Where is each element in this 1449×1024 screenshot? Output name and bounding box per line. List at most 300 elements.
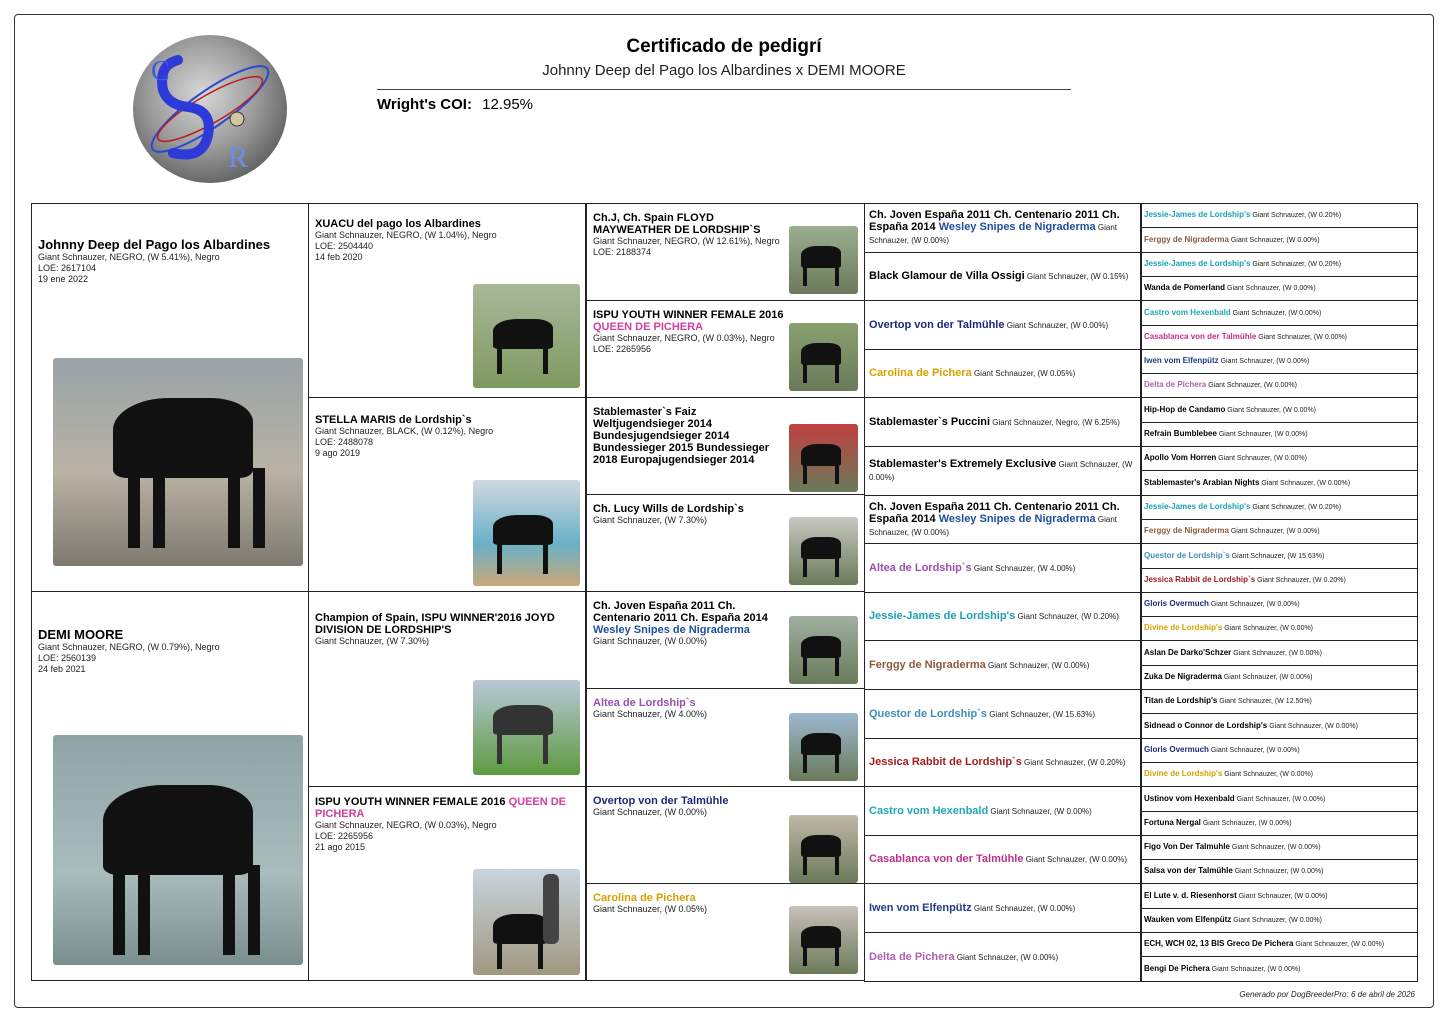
dog-details: Giant Schnauzer, (W 0.00%) bbox=[1267, 722, 1358, 730]
dog-details: Giant Schnauzer, (W 0.20%) bbox=[1021, 758, 1126, 767]
dog-details: Giant Schnauzer, (W 0.00%) bbox=[1259, 479, 1351, 487]
gen5-cell[interactable] bbox=[1140, 859, 1418, 884]
gen5-cell[interactable] bbox=[1140, 616, 1418, 641]
dog-name: Stablemaster`s Faiz Weltjugendsieger 2014 Bundesjugendsieger 2014 Bundessieger 2015 Bundessieger 2018 Europajugendsieger 2014 bbox=[593, 406, 770, 466]
dog-name: Jessie-James de Lordship's bbox=[1144, 259, 1251, 268]
dog-details: Giant Schnauzer, (W 0.00%) bbox=[1209, 965, 1301, 973]
dog-name: Overtop von der Talmühle bbox=[869, 318, 1005, 331]
svg-text:R: R bbox=[228, 141, 249, 174]
gen5-cell[interactable] bbox=[1140, 932, 1418, 957]
certificate-header bbox=[377, 36, 1071, 79]
gen5-cell[interactable] bbox=[1140, 592, 1418, 617]
dog-details: Giant Schnauzer, (W 0.00%) bbox=[593, 807, 708, 817]
dog-details: Giant Schnauzer, (W 0.00%) bbox=[1200, 820, 1292, 827]
dog-name: Stablemaster's Arabian Nights bbox=[1144, 477, 1260, 487]
dog-details: Giant Schnauzer, (W 0.00%) bbox=[1222, 771, 1314, 778]
dog-name: Ch. Joven España 2011 Ch. Centenario 2011 Ch. España 2014 bbox=[869, 500, 1120, 525]
dog-details: Giant Schnauzer, (W 0.00%) bbox=[1228, 236, 1320, 244]
dog-leg bbox=[803, 853, 807, 875]
dog-text bbox=[1141, 793, 1328, 806]
dog-name: QUEEN DE PICHERA bbox=[315, 796, 567, 820]
gen4-cell[interactable] bbox=[864, 640, 1142, 690]
dog-name: Gloris Overmuch bbox=[1144, 599, 1209, 608]
gen4-cell[interactable] bbox=[864, 883, 1142, 933]
dog-name: Delta de Pichera bbox=[1144, 380, 1207, 389]
gen3-cell[interactable] bbox=[586, 786, 865, 884]
gen5-cell[interactable] bbox=[1140, 568, 1418, 593]
dog-text bbox=[865, 270, 1132, 283]
dog-name: Ch.J, Ch. Spain FLOYD MAYWEATHER DE LORDSHIP`S bbox=[593, 212, 761, 236]
dog-text bbox=[1141, 817, 1295, 830]
gen1-sire-cell[interactable] bbox=[31, 203, 309, 592]
dog-name: DEMI MOORE bbox=[38, 627, 124, 642]
gen4-cell[interactable] bbox=[864, 349, 1142, 398]
dog-details: Giant Schnauzer, (W 0.00%) bbox=[1231, 649, 1322, 657]
dog-details: Giant Schnauzer, (W 0.00%) bbox=[971, 903, 1076, 913]
gen3-cell[interactable] bbox=[586, 688, 865, 787]
gen5-cell[interactable] bbox=[1140, 300, 1418, 326]
dog-details: Giant Schnauzer, (W 12.50%) bbox=[1217, 698, 1312, 705]
dog-name: Ferggy de Nigraderma bbox=[1144, 234, 1229, 244]
dog-registration: LOE: 2265956 bbox=[315, 831, 374, 841]
dog-text bbox=[1141, 452, 1310, 465]
dog-details: Giant Schnauzer, (W 0.00%) bbox=[1206, 382, 1297, 389]
dog-text bbox=[865, 805, 1096, 818]
dog-name: Champion of Spain, ISPU WINNER'2016 JOYD DIVISION DE LORDSHIP'S bbox=[315, 612, 555, 636]
dog-text bbox=[1141, 695, 1315, 708]
dog-text bbox=[1141, 914, 1325, 927]
dog-details: Giant Schnauzer, (W 7.30%) bbox=[315, 636, 430, 646]
dog-details: Giant Schnauzer, (W 4.00%) bbox=[971, 563, 1076, 573]
dog-details: Giant Schnauzer, (W 0.00%) bbox=[1236, 892, 1328, 900]
dog-name: Delta de Pichera bbox=[869, 950, 955, 963]
dog-details: Giant Schnauzer, (W 0.00%) bbox=[1221, 674, 1313, 681]
dog-birthdate: 24 feb 2021 bbox=[38, 664, 86, 674]
gen5-cell[interactable] bbox=[1140, 713, 1418, 739]
dog-name-line bbox=[593, 406, 788, 466]
dog-name: Johnny Deep del Pago los Albardines bbox=[38, 237, 271, 252]
dog-name: Ch. Joven España 2011 Ch. Centenario 2011 Ch. España 2014 bbox=[869, 209, 1120, 233]
dog-name-line bbox=[593, 309, 791, 333]
cross-subtitle: Johnny Deep del Pago los Albardines x DEMI MOORE bbox=[542, 62, 906, 79]
gen5-cell[interactable] bbox=[1140, 349, 1418, 374]
gen5-cell[interactable] bbox=[1140, 786, 1418, 812]
dog-name-line bbox=[315, 796, 577, 820]
dog-details: Giant Schnauzer, (W 0.00%) bbox=[1229, 844, 1321, 851]
dog-leg bbox=[835, 462, 839, 484]
dog-registration: LOE: 2188374 bbox=[593, 247, 652, 257]
certificate-title: Certificado de pedigrí bbox=[626, 36, 822, 57]
dog-name: Jessica Rabbit de Lordship`s bbox=[869, 756, 1022, 768]
gen4-cell[interactable] bbox=[864, 835, 1142, 884]
dog-details: Giant Schnauzer, (W 0.00%) bbox=[1232, 868, 1324, 875]
dog-photo bbox=[53, 358, 303, 566]
gen5-cell[interactable] bbox=[1140, 373, 1418, 398]
dog-photo bbox=[789, 226, 858, 294]
dog-name-line bbox=[593, 795, 791, 807]
dog-text bbox=[1141, 501, 1344, 514]
dog-details: Giant Schnauzer, (W 0.00%) bbox=[869, 514, 1117, 537]
dog-details: Giant Schnauzer, (W 0.00%) bbox=[1228, 528, 1320, 535]
dog-name: Gloris Overmuch bbox=[1144, 745, 1209, 754]
gen4-cell[interactable] bbox=[864, 397, 1142, 447]
gen5-cell[interactable] bbox=[1140, 470, 1418, 496]
dog-name: Ustinov vom Hexenbald bbox=[1144, 793, 1235, 803]
footer-generated-by: Generado por DogBreederPro: 6 de abril de 2026 bbox=[1239, 990, 1415, 999]
gen4-cell[interactable] bbox=[864, 495, 1142, 544]
gen3-cell[interactable] bbox=[586, 397, 865, 495]
gen5-cell[interactable] bbox=[1140, 422, 1418, 447]
dog-leg bbox=[803, 555, 807, 577]
dog-text bbox=[593, 309, 791, 354]
dog-leg bbox=[803, 462, 807, 484]
dog-details: Giant Schnauzer, NEGRO, (W 0.03%), Negro bbox=[593, 333, 775, 343]
dog-birthdate: 19 ene 2022 bbox=[38, 274, 89, 284]
gen4-cell[interactable] bbox=[864, 446, 1142, 496]
dog-leg bbox=[803, 751, 807, 773]
gen3-cell[interactable] bbox=[586, 300, 865, 398]
dog-name: Zuka De Nigraderma bbox=[1144, 672, 1222, 681]
dog-name: Stablemaster's Extremely Exclusive bbox=[869, 458, 1057, 470]
dog-details: Giant Schnauzer, (W 0.00%) bbox=[869, 460, 1133, 482]
dog-details: Giant Schnauzer, (W 15.63%) bbox=[986, 709, 1096, 719]
dog-details: Giant Schnauzer, NEGRO, (W 5.41%), Negro bbox=[38, 252, 220, 262]
dog-details: Giant Schnauzer, (W 0.00%) bbox=[1234, 795, 1326, 803]
gen5-cell[interactable] bbox=[1140, 227, 1418, 253]
dog-leg bbox=[835, 751, 839, 773]
dog-name: Castro vom Hexenbald bbox=[1144, 307, 1231, 317]
gen5-cell[interactable] bbox=[1140, 738, 1418, 763]
dog-details: Giant Schnauzer, (W 0.05%) bbox=[593, 904, 708, 914]
dog-details: Giant Schnauzer, (W 0.15%) bbox=[1024, 272, 1129, 281]
dog-photo bbox=[473, 284, 580, 388]
dog-details: Giant Schnauzer, (W 0.00%) bbox=[1256, 334, 1347, 341]
dog-text bbox=[1141, 744, 1303, 757]
dog-text bbox=[865, 659, 1093, 672]
gen5-cell[interactable] bbox=[1140, 446, 1418, 471]
gen5-cell[interactable] bbox=[1140, 519, 1418, 544]
dog-text bbox=[1141, 865, 1326, 878]
gen4-cell[interactable] bbox=[864, 543, 1142, 593]
gen4-cell[interactable] bbox=[864, 300, 1142, 350]
gen5-cell[interactable] bbox=[1140, 956, 1418, 982]
kennel-logo bbox=[133, 35, 287, 183]
gen3-cell[interactable] bbox=[586, 203, 865, 301]
dog-details: Giant Schnauzer, (W 0.00%) bbox=[988, 806, 1092, 816]
dog-name: Wauken vom Elfenpütz bbox=[1144, 915, 1232, 924]
dog-photo bbox=[789, 713, 858, 781]
gen4-cell[interactable] bbox=[864, 932, 1142, 982]
dog-details: Giant Schnauzer, NEGRO, (W 0.03%), Negro bbox=[315, 820, 497, 830]
dog-text bbox=[1141, 622, 1316, 635]
dog-name-line bbox=[593, 600, 791, 636]
dog-text bbox=[1141, 598, 1303, 611]
dog-name-line bbox=[593, 697, 791, 709]
dog-text bbox=[865, 708, 1099, 721]
gen5-cell[interactable] bbox=[1140, 325, 1418, 350]
dog-text bbox=[865, 416, 1124, 429]
gen5-cell[interactable] bbox=[1140, 883, 1418, 909]
dog-name: ECH, WCH 02, 13 BIS Greco De Pichera bbox=[1144, 939, 1294, 948]
dog-photo bbox=[53, 735, 303, 965]
dog-name-highlight: Wesley Snipes de Nigraderma bbox=[938, 221, 1096, 233]
dog-name: Jessica Rabbit de Lordship`s bbox=[1144, 575, 1256, 584]
dog-text bbox=[865, 209, 1141, 247]
dog-details: Giant Schnauzer, (W 0.20%) bbox=[1250, 261, 1342, 268]
dog-name: Refrain Bumblebee bbox=[1144, 429, 1217, 438]
dog-photo bbox=[789, 323, 858, 391]
dog-registration: LOE: 2488078 bbox=[315, 437, 374, 447]
gen5-cell[interactable] bbox=[1140, 811, 1418, 836]
gen3-cell[interactable] bbox=[586, 591, 865, 689]
dog-text bbox=[865, 562, 1079, 575]
dog-name: Salsa von der Talmühle bbox=[1144, 866, 1233, 875]
dog-photo bbox=[789, 815, 858, 883]
dog-details: Giant Schnauzer, (W 0.00%) bbox=[1218, 358, 1310, 365]
dog-registration: LOE: 2617104 bbox=[38, 263, 97, 273]
dog-name: Jessie-James de Lordship's bbox=[1144, 502, 1251, 511]
dog-name: Ferggy de Nigraderma bbox=[1144, 526, 1229, 535]
gen1-dam-cell[interactable] bbox=[31, 591, 309, 981]
dog-text bbox=[593, 212, 791, 257]
dog-text bbox=[1141, 307, 1324, 320]
dog-name: Iwen vom Elfenpütz bbox=[1144, 356, 1219, 365]
dog-registration: LOE: 2560139 bbox=[38, 653, 97, 663]
dog-text bbox=[865, 902, 1079, 915]
dog-name: Carolina de Pichera bbox=[593, 892, 696, 904]
dog-leg bbox=[835, 361, 839, 383]
dog-title: ISPU YOUTH WINNER FEMALE 2016 bbox=[315, 796, 509, 808]
dog-details: Giant Schnauzer, (W 0.00%) bbox=[869, 223, 1117, 245]
dog-name: Ch. Joven España 2011 Ch. Centenario 2011 Ch. España 2014 bbox=[593, 600, 768, 624]
dog-name: Hip-Hop de Candamo bbox=[1144, 404, 1226, 414]
dog-leg bbox=[803, 654, 807, 676]
dog-name-line bbox=[593, 503, 791, 515]
gen5-cell[interactable] bbox=[1140, 762, 1418, 787]
dog-name: El Lute v. d. Riesenhorst bbox=[1144, 890, 1237, 900]
dog-name: Sidnead o Connor de Lordship's bbox=[1144, 720, 1268, 730]
gen5-cell[interactable] bbox=[1140, 543, 1418, 569]
dog-name: Bengi De Pichera bbox=[1144, 963, 1210, 973]
dog-photo bbox=[789, 906, 858, 974]
dog-details: Giant Schnauzer, (W 0.05%) bbox=[971, 369, 1076, 378]
dog-name: Casablanca von der Talmühle bbox=[1144, 332, 1257, 341]
dog-name: Fortuna Nergal bbox=[1144, 818, 1201, 827]
dog-photo bbox=[473, 869, 580, 975]
dog-photo bbox=[789, 616, 858, 684]
dog-details: Giant Schnauzer, (W 0.00%) bbox=[954, 952, 1059, 962]
gen4-cell[interactable] bbox=[864, 738, 1142, 787]
dog-text bbox=[865, 458, 1141, 484]
dog-name: Iwen vom Elfenpütz bbox=[869, 901, 972, 914]
dog-name: Ferggy de Nigraderma bbox=[869, 658, 986, 671]
dog-name: STELLA MARIS de Lordship`s bbox=[315, 414, 472, 426]
dog-leg bbox=[803, 361, 807, 383]
gen5-cell[interactable] bbox=[1140, 252, 1418, 277]
dog-name: Stablemaster`s Puccini bbox=[869, 415, 991, 428]
dog-photo bbox=[473, 480, 580, 586]
gen5-cell[interactable] bbox=[1140, 665, 1418, 690]
gen4-cell[interactable] bbox=[864, 203, 1142, 253]
gen2-cell[interactable] bbox=[308, 397, 586, 592]
dog-name: Divine de Lordship's bbox=[1144, 623, 1223, 632]
dog-name-line bbox=[593, 212, 791, 236]
dog-registration: LOE: 2504440 bbox=[315, 241, 374, 251]
dog-text bbox=[1141, 574, 1349, 587]
dog-text bbox=[1141, 258, 1344, 271]
dog-leg bbox=[803, 264, 807, 286]
dog-text bbox=[1141, 404, 1319, 417]
dog-details: Giant Schnauzer, (W 0.20%) bbox=[1250, 212, 1342, 219]
dog-leg bbox=[835, 944, 839, 966]
gen2-cell[interactable] bbox=[308, 591, 586, 787]
dog-name: XUACU del pago los Albardines bbox=[315, 218, 481, 230]
gen5-cell[interactable] bbox=[1140, 397, 1418, 423]
dog-details: Giant Schnauzer, (W 0.00%) bbox=[1293, 941, 1385, 948]
dog-text bbox=[1141, 720, 1361, 733]
dog-text bbox=[865, 367, 1079, 380]
dog-details: Giant Schnauzer, (W 0.00%) bbox=[1216, 431, 1308, 438]
gen4-cell[interactable] bbox=[864, 786, 1142, 836]
coi-label: Wright's COI: bbox=[377, 96, 472, 113]
dog-details: Giant Schnauzer, BLACK, (W 0.12%), Negro bbox=[315, 426, 494, 436]
dog-birthdate: 21 ago 2015 bbox=[315, 842, 366, 852]
dog-birthdate: 9 ago 2019 bbox=[315, 448, 361, 458]
dog-text bbox=[1141, 209, 1344, 222]
dog-name: Apollo Vom Horren bbox=[1144, 453, 1217, 462]
dog-text bbox=[1141, 890, 1330, 903]
dog-name: Titan de Lordship's bbox=[1144, 696, 1218, 705]
dog-text bbox=[1141, 647, 1325, 660]
dog-text bbox=[1141, 768, 1316, 781]
gen5-cell[interactable] bbox=[1140, 495, 1418, 520]
dog-text bbox=[1141, 525, 1323, 538]
dog-name: Overtop von der Talmühle bbox=[593, 795, 729, 807]
dog-details: Giant Schnauzer, (W 0.00%) bbox=[1208, 747, 1300, 754]
dog-text bbox=[1141, 671, 1315, 684]
dog-birthdate: 14 feb 2020 bbox=[315, 252, 363, 262]
gen5-cell[interactable] bbox=[1140, 689, 1418, 714]
dog-details: Giant Schnauzer, NEGRO, (W 0.79%), Negro bbox=[38, 642, 220, 652]
dog-details: Giant Schnauzer, (W 0.00%) bbox=[1216, 455, 1307, 462]
dog-name: Altea de Lordship`s bbox=[869, 561, 972, 574]
dog-leg bbox=[835, 654, 839, 676]
dog-text bbox=[1141, 841, 1324, 854]
gen5-cell[interactable] bbox=[1140, 203, 1418, 228]
dog-name-highlight: QUEEN DE PICHERA bbox=[593, 321, 704, 333]
dog-details: Giant Schnauzer, (W 7.30%) bbox=[593, 515, 708, 525]
dog-name: Questor de Lordship`s bbox=[869, 707, 987, 720]
dog-details: Giant Schnauzer, (W 0.00%) bbox=[1023, 855, 1128, 864]
dog-text bbox=[1141, 428, 1311, 441]
dog-text bbox=[593, 697, 791, 720]
dog-details: Giant Schnauzer, (W 0.00%) bbox=[1222, 625, 1314, 632]
dog-name: Black Glamour de Villa Ossigi bbox=[869, 270, 1025, 282]
dog-photo bbox=[789, 517, 858, 585]
gen5-cell[interactable] bbox=[1140, 640, 1418, 666]
dog-details: Giant Schnauzer, (W 0.00%) bbox=[593, 636, 708, 646]
gen2-cell[interactable] bbox=[308, 786, 586, 981]
dog-text bbox=[865, 501, 1141, 539]
header-divider bbox=[377, 89, 1071, 90]
dog-name: Divine de Lordship's bbox=[1144, 769, 1223, 778]
dog-details: Giant Schnauzer, (W 0.20%) bbox=[1250, 504, 1342, 511]
gen3-cell[interactable] bbox=[586, 883, 865, 981]
svg-text:C: C bbox=[151, 56, 170, 87]
dog-text bbox=[1141, 938, 1387, 951]
dog-text bbox=[593, 892, 791, 915]
dog-text bbox=[593, 600, 791, 646]
dog-leg bbox=[803, 944, 807, 966]
dog-name-line bbox=[593, 892, 791, 904]
dog-name: Questor de Lordship`s bbox=[1144, 550, 1230, 560]
dog-name: Ch. Lucy Wills de Lordship`s bbox=[593, 503, 744, 515]
dog-details: Giant Schnauzer, (W 15.63%) bbox=[1229, 552, 1325, 560]
dog-leg bbox=[835, 555, 839, 577]
dog-name: Figo Von Der Talmuhle bbox=[1144, 842, 1230, 851]
coi-value: 12.95% bbox=[482, 96, 533, 113]
dog-leg bbox=[835, 853, 839, 875]
dog-name: Wanda de Pomerland bbox=[1144, 283, 1226, 292]
dog-text bbox=[865, 756, 1129, 769]
coi-line bbox=[377, 96, 533, 113]
dog-text bbox=[1141, 331, 1350, 344]
dog-details: Giant Schnauzer, (W 4.00%) bbox=[593, 709, 708, 719]
dog-name-highlight: Wesley Snipes de Nigraderma bbox=[593, 624, 750, 636]
dog-details: Giant Schnauzer, (W 0.00%) bbox=[1225, 406, 1316, 414]
dog-name: Jessie-James de Lordship's bbox=[869, 610, 1016, 622]
dog-name: Castro vom Hexenbald bbox=[869, 804, 989, 817]
gen4-cell[interactable] bbox=[864, 252, 1142, 301]
dog-details: Giant Schnauzer, (W 0.00%) bbox=[1230, 309, 1322, 317]
dog-name: ISPU YOUTH WINNER FEMALE 2016 bbox=[593, 309, 784, 321]
dog-details: Giant Schnauzer, NEGRO, (W 12.61%), Negro bbox=[593, 236, 780, 246]
dog-name: Altea de Lordship`s bbox=[593, 697, 696, 709]
dog-text bbox=[865, 853, 1131, 866]
dog-leg bbox=[835, 264, 839, 286]
dog-text bbox=[593, 406, 788, 466]
dog-photo bbox=[789, 424, 858, 492]
dog-details: Giant Schnauzer, (W 0.00%) bbox=[1225, 285, 1316, 292]
gen2-cell[interactable] bbox=[308, 203, 586, 398]
gen3-cell[interactable] bbox=[586, 494, 865, 592]
gen5-cell[interactable] bbox=[1140, 276, 1418, 301]
dog-text bbox=[593, 795, 791, 818]
dog-details: Giant Schnauzer, (W 0.00%) bbox=[1231, 917, 1322, 924]
dog-text bbox=[865, 610, 1123, 623]
dog-details: Giant Schnauzer, (W 0.00%) bbox=[985, 660, 1090, 670]
dog-text bbox=[1141, 234, 1323, 247]
dog-name: Carolina de Pichera bbox=[869, 367, 972, 379]
gen5-cell[interactable] bbox=[1140, 908, 1418, 933]
dog-details: Giant Schnauzer, Negro, (W 6.25%) bbox=[990, 417, 1120, 427]
dog-name: Casablanca von der Talmühle bbox=[869, 853, 1024, 865]
dog-text bbox=[1141, 550, 1327, 563]
gen4-cell[interactable] bbox=[864, 689, 1142, 739]
dog-text bbox=[1141, 963, 1303, 976]
dog-name: Aslan De Darko'Schzer bbox=[1144, 647, 1232, 657]
dog-text bbox=[593, 503, 791, 526]
dog-text bbox=[1141, 379, 1300, 392]
gen5-cell[interactable] bbox=[1140, 835, 1418, 860]
dog-text bbox=[865, 319, 1112, 332]
dog-text bbox=[1141, 355, 1312, 368]
gen4-cell[interactable] bbox=[864, 592, 1142, 641]
dog-details: Giant Schnauzer, (W 0.20%) bbox=[1255, 577, 1346, 584]
dog-details: Giant Schnauzer, (W 0.00%) bbox=[1004, 320, 1109, 330]
dog-text bbox=[1141, 282, 1319, 295]
dog-photo bbox=[473, 680, 580, 775]
